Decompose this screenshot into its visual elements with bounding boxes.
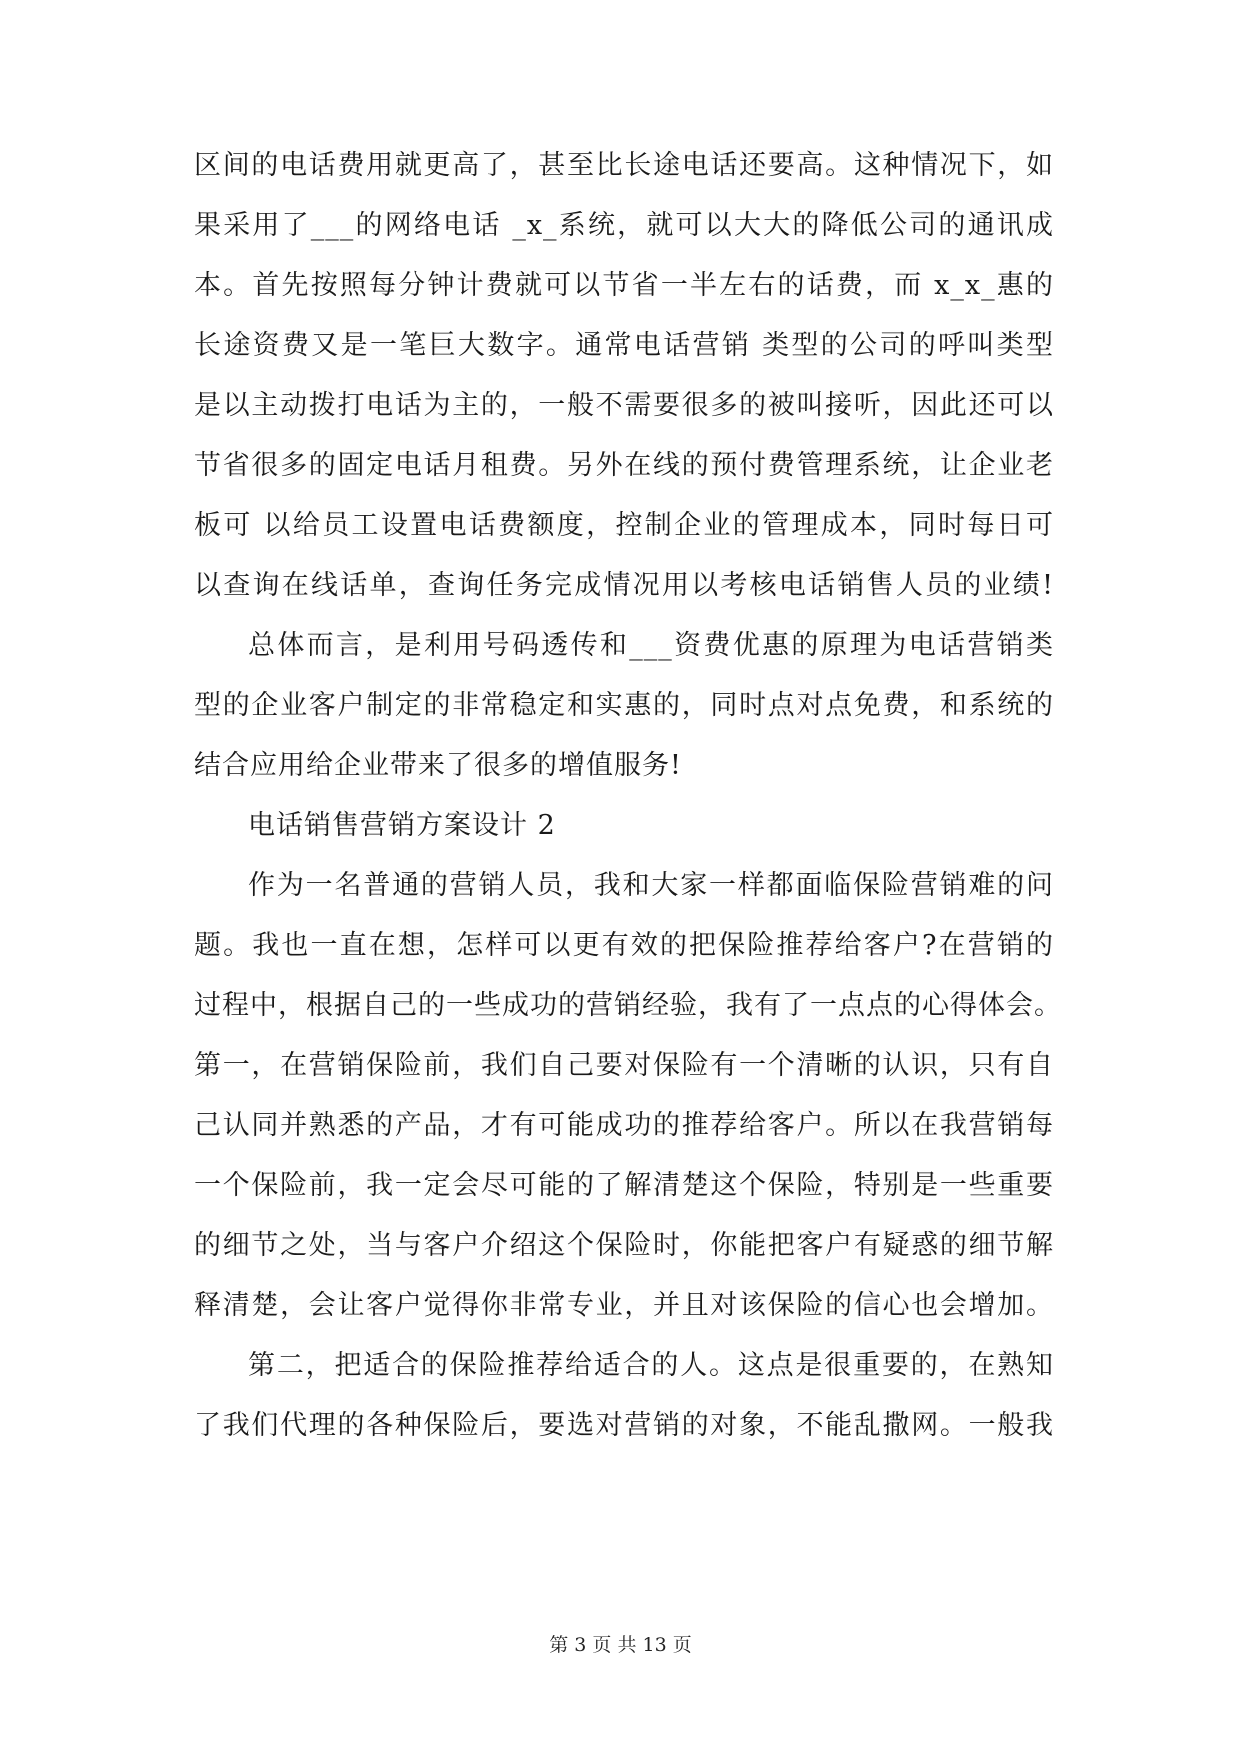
section-heading: 电话销售营销方案设计 2	[248, 810, 556, 841]
body-line: 了我们代理的各种保险后，要选对营销的对象，不能乱撒网。一般我	[194, 1410, 1054, 1441]
body-line: 过程中，根据自己的一些成功的营销经验，我有了一点点的心得体会。	[194, 990, 1062, 1021]
body-line: 板可 以给员工设置电话费额度，控制企业的管理成本，同时每日可	[194, 510, 1054, 541]
paragraph-first-line: 总体而言，是利用号码透传和___资费优惠的原理为电话营销类	[248, 630, 1054, 661]
paragraph-first-line: 作为一名普通的营销人员，我和大家一样都面临保险营销难的问	[248, 870, 1054, 901]
body-line: 型的企业客户制定的非常稳定和实惠的，同时点对点免费，和系统的	[194, 690, 1054, 721]
body-line: 以查询在线话单，查询任务完成情况用以考核电话销售人员的业绩!	[194, 570, 1054, 601]
body-line: 长途资费又是一笔巨大数字。通常电话营销 类型的公司的呼叫类型	[194, 330, 1054, 361]
body-line: 结合应用给企业带来了很多的增值服务!	[194, 750, 682, 781]
body-line: 释清楚，会让客户觉得你非常专业，并且对该保险的信心也会增加。	[194, 1290, 1054, 1321]
body-line: 的细节之处，当与客户介绍这个保险时，你能把客户有疑惑的细节解	[194, 1230, 1054, 1261]
body-line: 一个保险前，我一定会尽可能的了解清楚这个保险，特别是一些重要	[194, 1170, 1054, 1201]
body-line: 区间的电话费用就更高了，甚至比长途电话还要高。这种情况下，如	[194, 150, 1054, 181]
body-line: 是以主动拨打电话为主的，一般不需要很多的被叫接听，因此还可以	[194, 390, 1054, 421]
body-line: 第一，在营销保险前，我们自己要对保险有一个清晰的认识，只有自	[194, 1050, 1054, 1081]
paragraph-first-line: 第二，把适合的保险推荐给适合的人。这点是很重要的，在熟知	[248, 1350, 1054, 1381]
body-line: 己认同并熟悉的产品，才有可能成功的推荐给客户。所以在我营销每	[194, 1110, 1054, 1141]
page-number-footer: 第 3 页 共 13 页	[549, 1634, 692, 1656]
body-line: 果采用了___的网络电话 _x_系统，就可以大大的降低公司的通讯成	[194, 210, 1054, 241]
body-line: 本。首先按照每分钟计费就可以节省一半左右的话费，而 x_x_惠的	[194, 270, 1054, 301]
body-line: 题。我也一直在想，怎样可以更有效的把保险推荐给客户?在营销的	[194, 930, 1054, 961]
body-line: 节省很多的固定电话月租费。另外在线的预付费管理系统，让企业老	[194, 450, 1054, 481]
